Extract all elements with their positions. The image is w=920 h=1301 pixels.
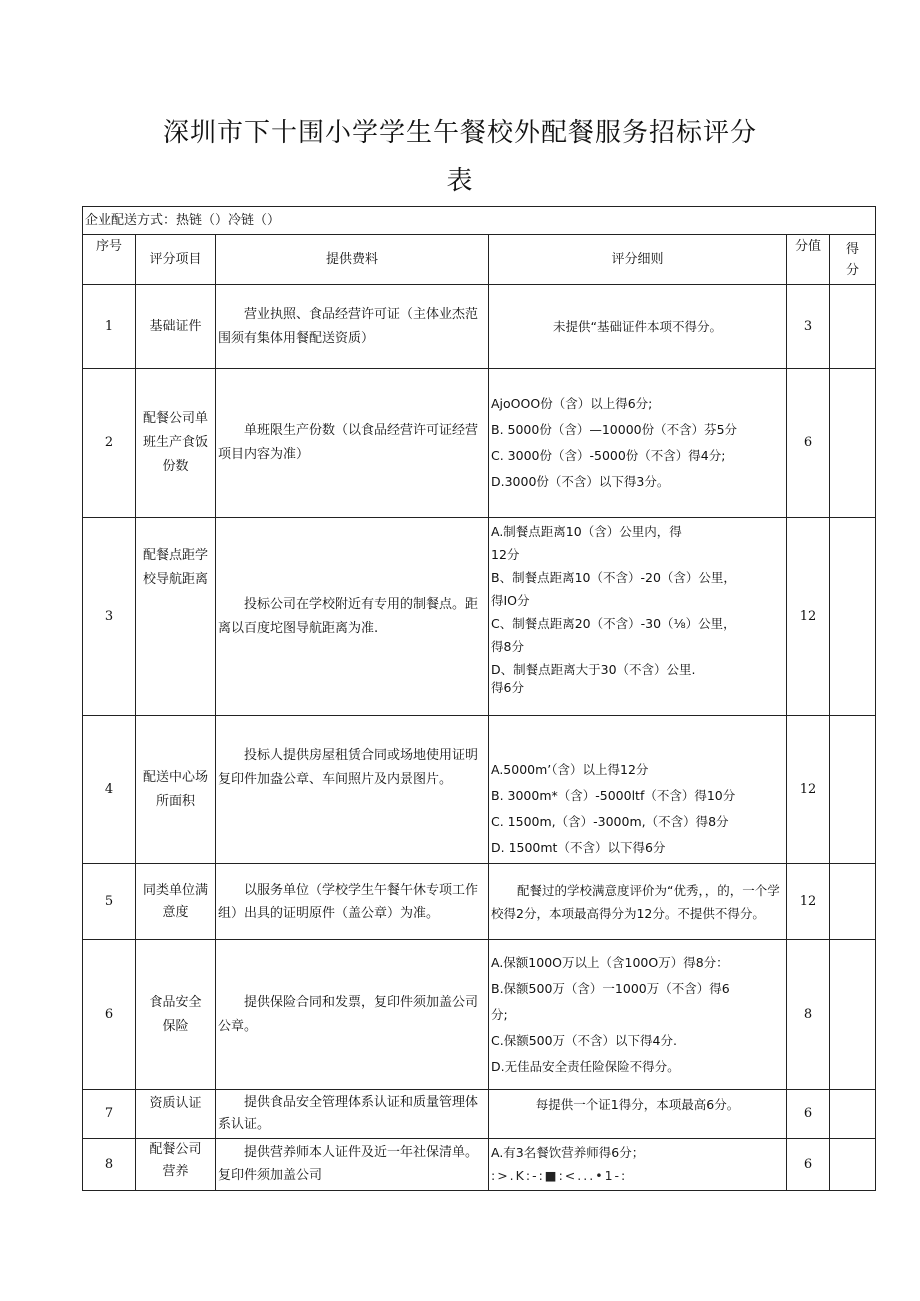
table-row — [83, 285, 876, 369]
row-item: 同类单位满意度 — [136, 864, 216, 940]
row-points: 6 — [787, 1139, 830, 1191]
delivery-method-row — [83, 207, 876, 235]
row-seq: 5 — [83, 864, 136, 940]
row-rules: A.制餐点距离10（含）公里内，得 12分 B、制餐点距离10（不含）-20（含）公里， 得IO分 C、制餐点距离20（不含）-30（⅛）公里， 得8分 D、制餐点距离大于30（不含）公里. 得6分 — [489, 518, 787, 716]
table-row — [83, 716, 876, 864]
row-seq: 6 — [83, 940, 136, 1090]
row-score-cell[interactable] — [830, 518, 876, 716]
row-rules: 配餐过的学校满意度评价为“优秀，，的，一个学校得2分，本项最高得分为12分。不提供不得分。 — [489, 864, 787, 940]
row-score-cell[interactable] — [830, 864, 876, 940]
row-item: 基础证件 — [136, 285, 216, 369]
table-row — [83, 940, 876, 1090]
row-points: 12 — [787, 716, 830, 864]
row-score-cell[interactable] — [830, 285, 876, 369]
row-provide: 以服务单位（学校学生午餐午休专项工作组）出具的证明原件（盖公章）为准。 — [216, 864, 489, 940]
row-provide: 营业执照、食品经营许可证（主体业杰范围须有集体用餐配送资质） — [216, 285, 489, 369]
header-item: 评分项目 — [136, 235, 216, 285]
row-score-cell[interactable] — [830, 940, 876, 1090]
page-title: 深圳市下十围小学学生午餐校外配餐服务招标评分 — [162, 118, 757, 148]
row-item: 配餐公司单班生产食饭份数 — [136, 369, 216, 518]
table-row — [83, 1090, 876, 1139]
row-score-cell[interactable] — [830, 1090, 876, 1139]
row-item: 配餐公司营养 — [136, 1139, 216, 1191]
row-score-cell[interactable] — [830, 369, 876, 518]
row-seq: 8 — [83, 1139, 136, 1191]
scoring-table — [82, 206, 876, 1191]
row-points: 6 — [787, 369, 830, 518]
row-item: 配送中心场所面积 — [136, 716, 216, 864]
row-item: 食品安全保险 — [136, 940, 216, 1090]
row-seq: 1 — [83, 285, 136, 369]
row-score-cell[interactable] — [830, 716, 876, 864]
header-score: 得分 — [830, 235, 876, 285]
row-rules: A.有3名餐饮营养师得6分； :>.K:-:■:<...•1-: — [489, 1139, 787, 1191]
header-seq: 序号 — [83, 235, 136, 285]
row-points: 6 — [787, 1090, 830, 1139]
row-score-cell[interactable] — [830, 1139, 876, 1191]
table-row — [83, 864, 876, 940]
row-points: 8 — [787, 940, 830, 1090]
table-row — [83, 1139, 876, 1191]
row-provide: 投标公司在学校附近有专用的制餐点。距离以百度坨图导航距离为准. — [216, 518, 489, 716]
row-item: 资质认证 — [136, 1090, 216, 1139]
header-provide: 提供费料 — [216, 235, 489, 285]
row-item: 配餐点距学校导航距离 — [136, 518, 216, 716]
row-provide: 提供保险合同和发票，复印件须加盖公司公章。 — [216, 940, 489, 1090]
row-points: 12 — [787, 864, 830, 940]
header-points: 分值 — [787, 235, 830, 285]
row-rules: 未提供“基础证件本项不得分。 — [489, 285, 787, 369]
row-rules: A.保额100O万以上（含100O万）得8分： B.保额500万（含）一1000万（不含）得6 分; C.保额500万（不含）以下得4分. D.无佳品安全责任险保险不得分。 — [489, 940, 787, 1090]
row-points: 12 — [787, 518, 830, 716]
page-title-continued: 表 — [446, 166, 474, 196]
row-seq: 3 — [83, 518, 136, 716]
row-points: 3 — [787, 285, 830, 369]
row-seq: 2 — [83, 369, 136, 518]
table-row — [83, 369, 876, 518]
row-rules: 每提供一个证1得分，本项最高6分。 — [489, 1090, 787, 1139]
row-provide: 投标人提供房屋租赁合同或场地使用证明复印件加盎公章、车间照片及内景图片。 — [216, 716, 489, 864]
row-provide: 提供营养师本人证件及近一年社保清单。复印件须加盖公司 — [216, 1139, 489, 1191]
header-row — [83, 235, 876, 285]
header-rules: 评分细则 — [489, 235, 787, 285]
row-provide: 单班限生产份数（以食品经营许可证经营项目内容为准） — [216, 369, 489, 518]
delivery-method: 企业配送方式：热链（）冷链（） — [83, 207, 876, 235]
table-row — [83, 518, 876, 716]
row-seq: 7 — [83, 1090, 136, 1139]
row-seq: 4 — [83, 716, 136, 864]
row-rules: A.5000m’（含）以上得12分 B. 3000m*（含）-5000ltf（不含）得10分 C. 1500m,（含）-3000m,（不含）得8分 D. 1500mt（不含）以下得6分 — [489, 716, 787, 864]
row-rules: AjoOOO份（含）以上得6分; B. 5000份（含）—10000份（不含）芬5分 C. 3000份（含）-5000份（不含）得4分; D.3000份（不含）以下得3分。 — [489, 369, 787, 518]
row-provide: 提供食品安全管理体系认证和质量管理体系认证。 — [216, 1090, 489, 1139]
